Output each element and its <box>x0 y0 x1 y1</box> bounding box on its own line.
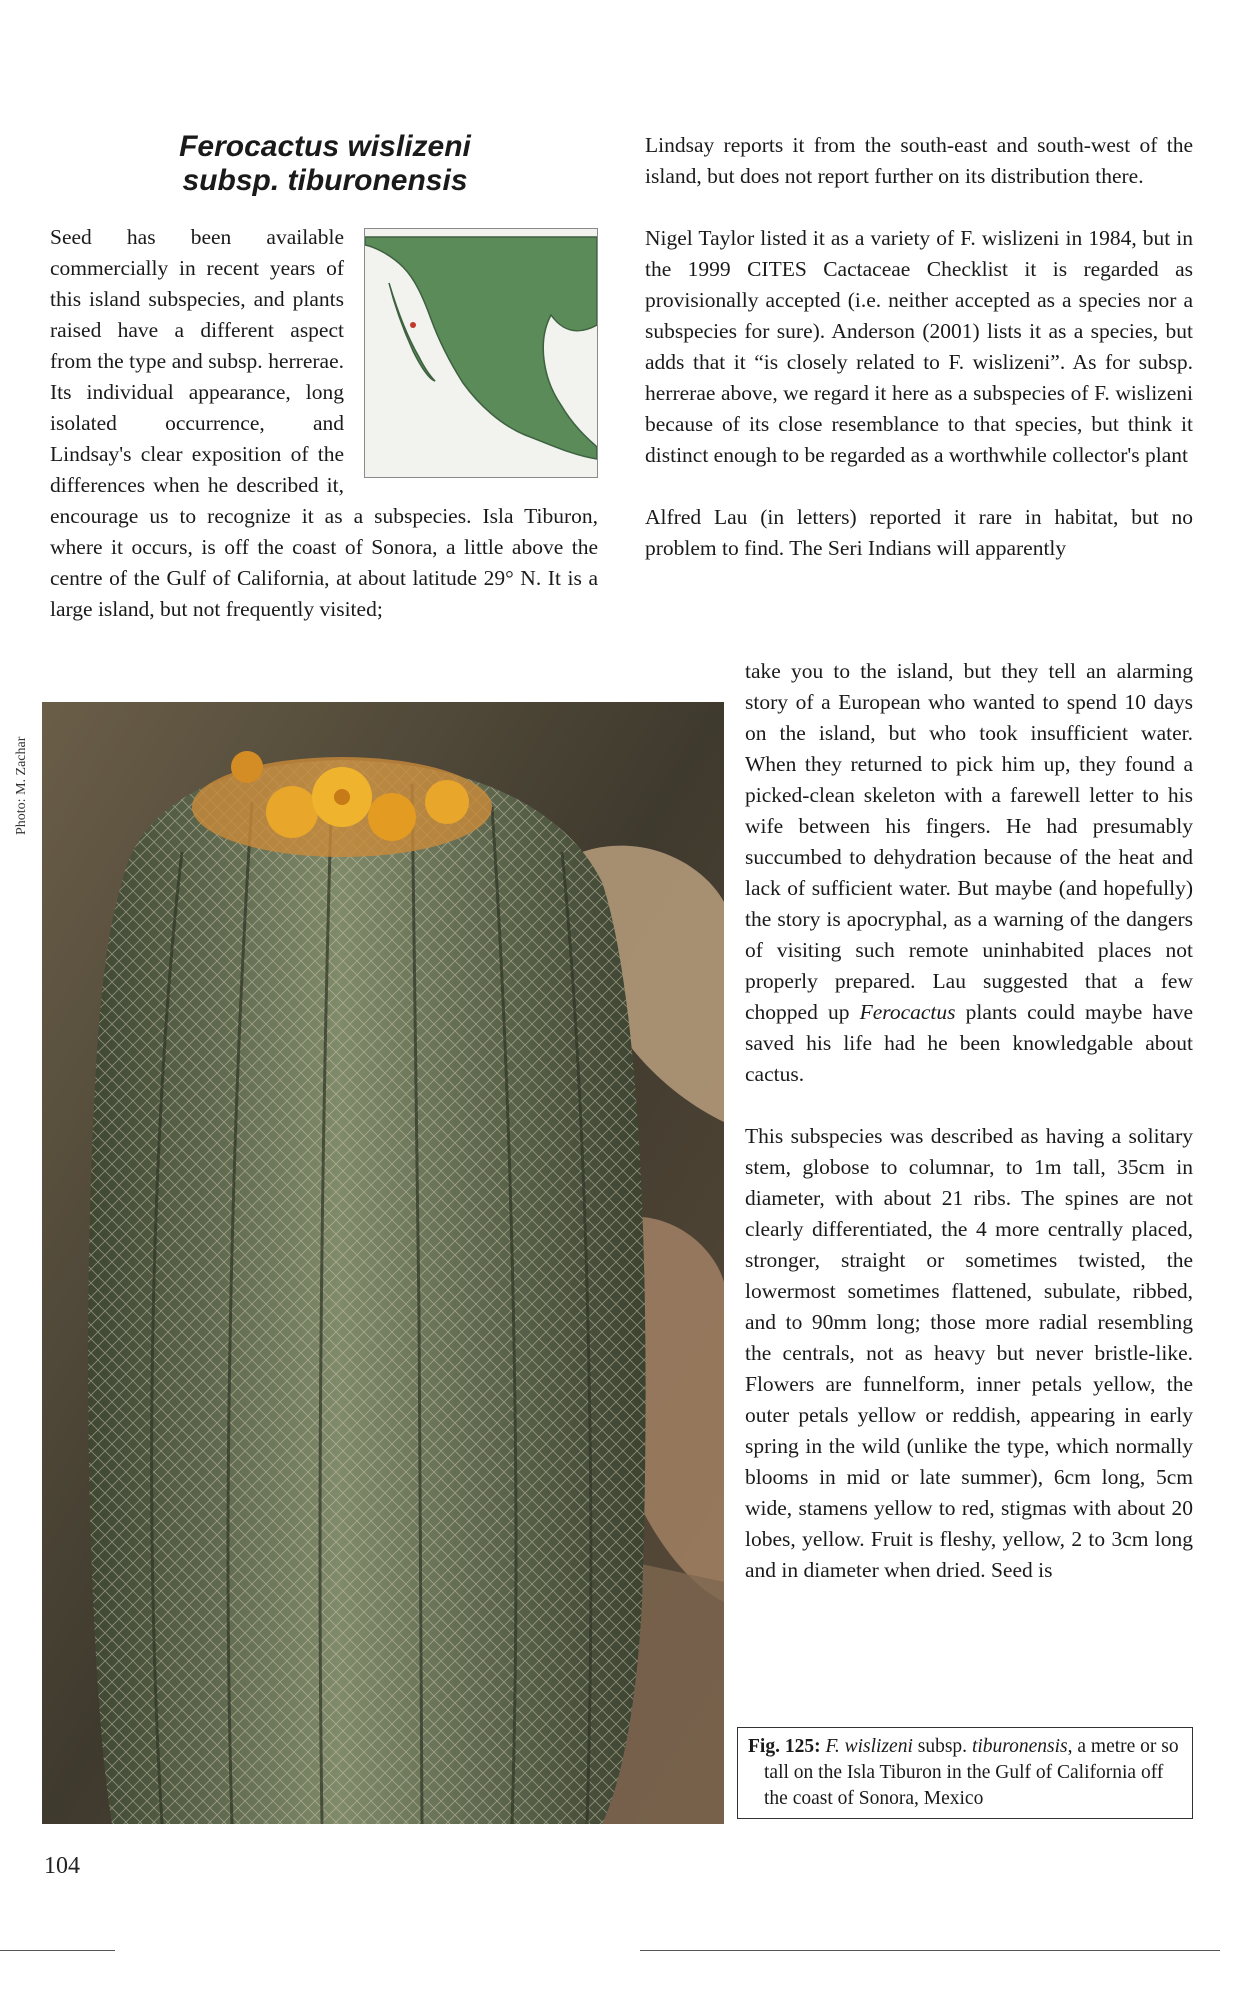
lower-right-column <box>745 656 1193 1586</box>
title-line-2: subsp. tiburonensis <box>182 164 468 197</box>
paragraph-distribution: Lindsay reports it from the south-east and south-west of the island, but does not report further on its distribution there. <box>645 133 1193 188</box>
location-map <box>364 228 598 478</box>
intro-text: Seed has been available commercially in recent years of this island subspecies, and plants raised have a different aspect from the type and subsp. herrerae. Its individual appearance, long isolated occurrence, and Lindsay's clear exposition of the differences when he described it, encourage us to recognize it as a subspecies. Isla Tiburon, where it occurs, is off the coast of Sonora, a little above the centre of the Gulf of California, at about latitude 29° N. It is a large island, but not frequently visited; <box>50 225 598 621</box>
caption-epithet: tiburonensis <box>971 1736 1068 1757</box>
photo-credit: Photo: M. Zachar <box>14 736 29 835</box>
cactus-photo-graphic <box>42 702 724 1824</box>
figure-caption <box>737 1727 1193 1819</box>
caption-rest: , a metre or so tall on the Isla Tiburon in the Gulf of California off the coast of Sonora, Mexico <box>764 1736 1179 1809</box>
article-title <box>150 130 500 198</box>
paragraph-story: take you to the island, but they tell an alarming story of a European who wanted to spend 10 days on the island, but who took insufficient water. When they returned to pick him up, they found a picked-clean skeleton with a farewell letter to his wife between his fingers. He had presumably succumbed to dehydration because of the heat and lack of sufficient water. But maybe (and hopefully) the story is apocryphal, as a warning of the dangers of visiting such remote uninhabited places not properly prepared. Lau suggested that a few chopped up Ferocactus plants could maybe have saved his life had he been knowledgable about cactus. <box>745 659 1193 1086</box>
paragraph-lau-intro: Alfred Lau (in letters) reported it rare in habitat, but no problem to find. The Seri Indians will apparently <box>645 505 1193 560</box>
intro-paragraph-block <box>50 222 598 625</box>
figure-label: Fig. 125: <box>748 1736 821 1757</box>
right-column <box>645 130 1193 564</box>
mexico-map-graphic <box>365 229 597 477</box>
caption-genus: F. wislizeni <box>825 1736 913 1757</box>
paragraph-taxonomy: Nigel Taylor listed it as a variety of F. wislizeni in 1984, but in the 1999 CITES Cactaceae Checklist it is regarded as provisionally accepted (i.e. neither accepted as a species nor a subspecies for sure). Anderson (2001) lists it as a species, but adds that it “is closely related to F. wislizeni”. As for subsp. herrerae above, we regard it here as a subspecies of F. wislizeni because of its close resemblance to that species, but think it distinct enough to be regarded as a worthwhile collector's plant <box>645 226 1193 467</box>
caption-subsp: subsp. <box>912 1736 972 1757</box>
caption-text <box>748 1734 1184 1812</box>
page-number: 104 <box>44 1853 80 1879</box>
tiburon-marker <box>410 322 416 328</box>
cactus-photo <box>42 702 724 1824</box>
footer-rule-right <box>640 1950 1220 1951</box>
title-line-1: Ferocactus wislizeni <box>179 130 471 163</box>
footer-rule-left <box>0 1950 115 1951</box>
paragraph-description: This subspecies was described as having a solitary stem, globose to columnar, to 1m tall, 35cm in diameter, with about 21 ribs. The spines are not clearly differentiated, the 4 more centrally placed, stronger, straight or sometimes twisted, the lowermost sometimes flattened, subulate, ribbed, and to 90mm long; those more radial resembling the centrals, not as heavy but never bristle-like. Flowers are funnelform, inner petals yellow, the outer petals yellow or reddish, appearing in early spring in the wild (unlike the type, which normally blooms in mid or late summer), 6cm long, 5cm wide, stamens yellow to red, stigmas with about 20 lobes, yellow. Fruit is fleshy, yellow, 2 to 3cm long and in diameter when dried. Seed is <box>745 1124 1193 1582</box>
